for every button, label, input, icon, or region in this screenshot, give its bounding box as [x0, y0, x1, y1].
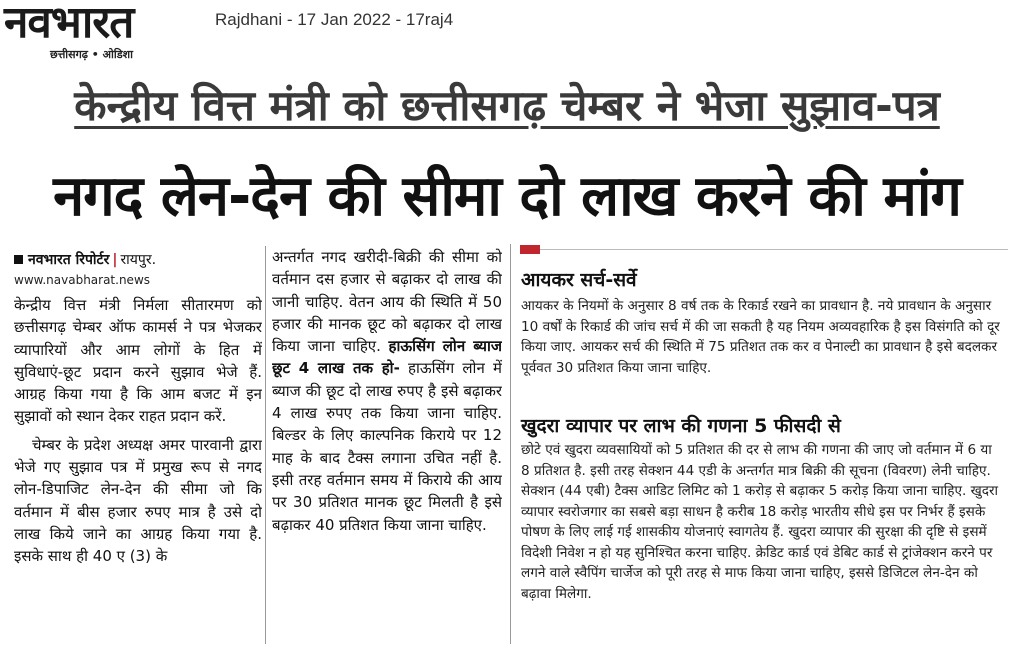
article-column-1 [14, 294, 262, 644]
main-headline: नगद लेन-देन की सीमा दो लाख करने की मांग [53, 164, 961, 229]
section1-body [521, 296, 1001, 406]
newspaper-logo: नवभारत [4, 0, 134, 48]
section2-title: खुदरा व्यापार पर लाभ की गणना 5 फीसदी से [521, 415, 841, 437]
reporter-name: नवभारत रिपोर्टर [28, 252, 110, 268]
column-divider [510, 244, 511, 644]
dateline-city: रायपुर. [120, 252, 157, 268]
section2-body [521, 440, 1001, 640]
kicker-headline: केन्द्रीय वित्त मंत्री को छत्तीसगढ़ चेम्बर ने भेजा सुझाव-पत्र [74, 81, 940, 130]
column2-text-a: अन्तर्गत नगद खरीदी-बिक्री की सीमा को वर्तमान दस हजार से बढ़ाकर दो लाख की जानी चाहिए. वेतन आय की स्थिति में 50 हजार की मानक छूट को बढ़ाकर दो लाख किया जाना चाहिए. [272, 248, 502, 356]
masthead-tagline: छत्तीसगढ़ • ओडिशा [50, 48, 133, 61]
byline-separator: | [112, 252, 118, 268]
byline [14, 250, 264, 269]
column2-text-b: हाऊसिंग लोन में ब्याज की छूट दो लाख रुपए है इसे बढ़ाकर 4 लाख रुपए तक किया जाना चाहिए. बिल्डर के लिए काल्पनिक किराये पर 12 माह के बाद टैक्स लगाना उचित नहीं है. इसी तरह वर्तमान समय में किराये की आय पर 30 प्रतिशत मानक छूट मिलती है इसे बढ़ाकर 40 प्रतिशत किया जाना चाहिए. [272, 359, 502, 534]
column1-paragraph-1: केन्द्रीय वित्त मंत्री निर्मला सीतारमण को छत्तीसगढ़ चेम्बर ऑफ कामर्स ने पत्र भेजकर व्यापारियों और आम लोगों के हित में सुविधाएं-छूट प्रदान करने सुझाव भेजे हैं. आग्रह किया गया है कि आम बजट में इन सुझावों को स्थान देकर राहत प्रदान करें. [14, 296, 262, 426]
article-column-2 [272, 246, 502, 646]
column2-bold-subhead: हाऊसिंग लोन ब्याज छूट 4 लाख तक हो- [272, 337, 502, 378]
section-rule [540, 249, 1008, 250]
edition-meta: Rajdhani - 17 Jan 2022 - 17raj4 [215, 10, 454, 29]
section1-title: आयकर सर्च-सर्वे [521, 269, 637, 291]
section2-text: छोटे एवं खुदरा व्यवसायियों को 5 प्रतिशत की दर से लाभ की गणना की जाए जो वर्तमान में 6 या 8 प्रतिशत है. इसी तरह सेक्शन 44 एडी के अन्तर्गत मात्र बिक्री की सूचना (विवरण) लेनी चाहिए. सेक्शन (44 एबी) टैक्स आडिट लिमिट को 1 करोड़ से बढ़ाकर 5 करोड़ किया जाना चाहिए. खुदरा व्यापार स्वरोजगार का सबसे बड़ा साधन है करीब 18 करोड़ भारतीय सीधे इस पर निर्भर हैं इसके पोषण के लिए लाई गई शासकीय योजनाएं स्वागतेय हैं. खुदरा व्यापार की सुरक्षा की दृष्टि से इसमें विदेशी निवेश न हो यह सुनिश्चित करना चाहिए. क्रेडिट कार्ड एवं डेबिट कार्ड से ट्रांजेक्शन करने पर लगने वाले स्वैपिंग चार्जेज को पूरी तरह से माफ किया जाना चाहिए, इससे डिजिटल लेन-देन को बढ़ावा मिलेगा. [521, 442, 999, 602]
masthead [0, 0, 205, 64]
column-divider [265, 246, 266, 644]
column2-paragraph [272, 246, 502, 536]
website-link: www.navabharat.news [14, 273, 151, 287]
column1-paragraph-2: चेम्बर के प्रदेश अध्यक्ष अमर पारवानी द्वारा भेजे गए सुझाव पत्र में प्रमुख रूप से नगद लोन-डिपाजिट लेन-देन की सीमा जो कि वर्तमान में बीस हजार रुपए मात्र है उसे दो लाख किये जाने का आग्रह किया गया है. इसके साथ ही 40 ए (3) के [14, 435, 262, 566]
square-bullet-icon [14, 255, 23, 264]
section1-text: आयकर के नियमों के अनुसार 8 वर्ष तक के रिकार्ड रखने का प्रावधान है. नये प्रावधान के अनुसार 10 वर्षों के रिकार्ड की जांच सर्च में की जा सकती है यह नियम अव्यवहारिक है इस विसंगति को दूर किया जाए. आयकर सर्च की स्थिति में 75 प्रतिशत तक कर व पेनाल्टी का प्रावधान है इसे बदलकर पूर्ववत 30 प्रतिशत किया जाना चाहिए. [521, 298, 1000, 376]
red-accent-bar [520, 245, 540, 254]
